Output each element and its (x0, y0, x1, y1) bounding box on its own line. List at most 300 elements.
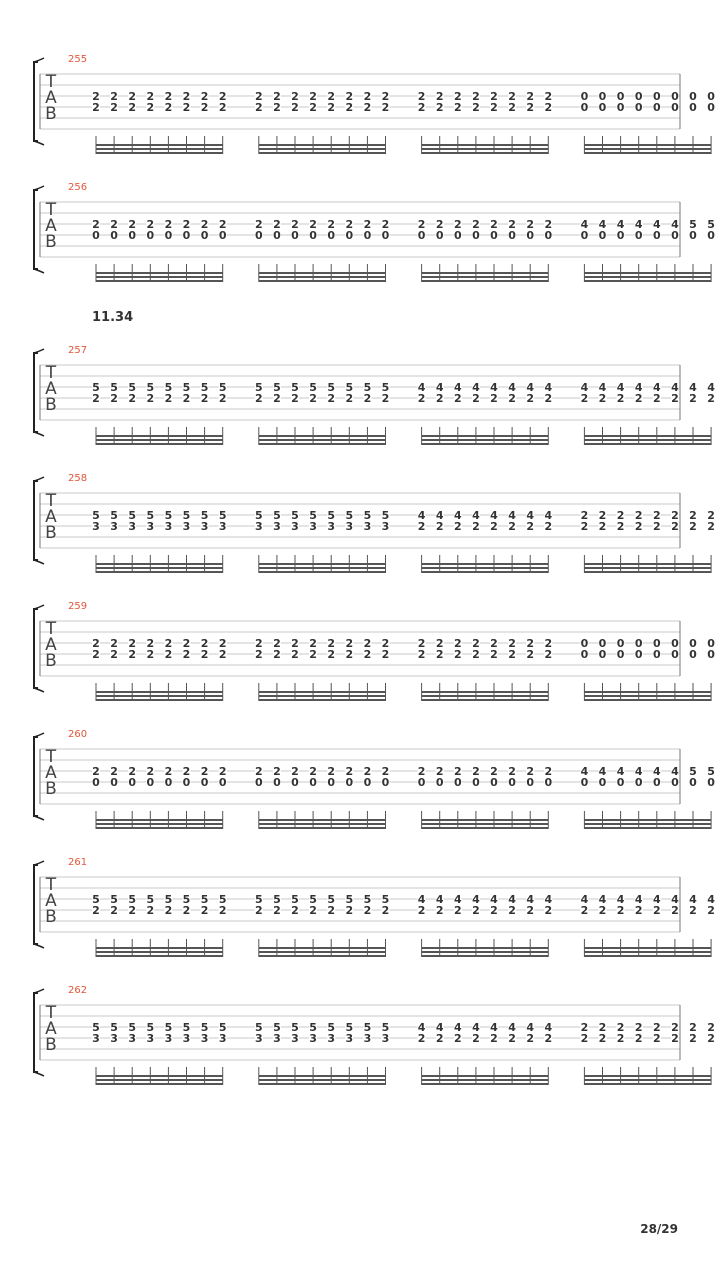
fret-number: 2 (92, 90, 100, 103)
fret-number: 2 (544, 765, 553, 778)
fret-number: 5 (110, 509, 118, 522)
fret-number: 5 (92, 1021, 100, 1034)
fret-number: 2 (291, 101, 299, 114)
beam (96, 152, 223, 154)
fret-number: 5 (92, 381, 100, 394)
fret-number: 2 (110, 648, 118, 661)
fret-number: 2 (164, 648, 173, 661)
fret-number: 0 (689, 648, 697, 661)
fret-number: 2 (598, 1032, 607, 1045)
fret-number: 2 (200, 637, 209, 650)
beam (584, 144, 711, 146)
system-bracket (34, 609, 38, 688)
bracket-hook-top (34, 989, 44, 993)
fret-number: 4 (490, 1021, 498, 1034)
beam (584, 443, 711, 445)
fret-number: 2 (472, 648, 480, 661)
fret-number: 5 (182, 1021, 191, 1034)
bracket-hook-bottom (34, 1072, 44, 1076)
fret-number: 4 (616, 381, 625, 394)
fret-number: 2 (580, 392, 589, 405)
fret-number: 2 (417, 904, 426, 917)
fret-number: 2 (291, 637, 299, 650)
fret-number: 0 (417, 229, 426, 242)
fret-number: 0 (490, 229, 498, 242)
fret-number: 2 (182, 218, 191, 231)
fret-number: 4 (634, 218, 643, 231)
beam (96, 947, 223, 949)
fret-number: 2 (128, 904, 137, 917)
fret-number: 0 (128, 229, 137, 242)
beam (584, 951, 711, 953)
fret-number: 2 (634, 392, 643, 405)
beam (96, 563, 223, 565)
fret-number: 0 (435, 776, 444, 789)
fret-number: 2 (309, 218, 317, 231)
fret-number: 0 (671, 776, 679, 789)
fret-number: 4 (598, 218, 607, 231)
fret-number: 0 (200, 776, 209, 789)
fret-number: 2 (110, 218, 118, 231)
fret-number: 0 (363, 776, 372, 789)
fret-number: 2 (164, 904, 173, 917)
fret-number: 2 (616, 392, 625, 405)
fret-number: 5 (128, 1021, 137, 1034)
fret-number: 2 (92, 392, 100, 405)
fret-number: 0 (652, 90, 661, 103)
fret-number: 2 (309, 101, 317, 114)
fret-number: 4 (707, 381, 715, 394)
fret-number: 2 (472, 637, 480, 650)
fret-number: 2 (453, 637, 462, 650)
fret-number: 2 (164, 101, 173, 114)
fret-number: 0 (707, 90, 715, 103)
beam (96, 276, 223, 278)
fret-number: 2 (544, 520, 553, 533)
beam (259, 152, 386, 154)
tab-clef-letter: A (45, 379, 57, 399)
beam (422, 1083, 549, 1085)
tab-clef-letter: T (45, 1003, 57, 1023)
fret-number: 5 (218, 381, 227, 394)
fret-number: 2 (273, 218, 281, 231)
beam (259, 571, 386, 573)
beam (96, 148, 223, 150)
fret-number: 4 (580, 765, 589, 778)
beam (422, 152, 549, 154)
fret-number: 2 (526, 90, 535, 103)
fret-number: 2 (146, 218, 155, 231)
tab-clef-letter: B (45, 104, 57, 124)
section-marker: 11.34 (92, 310, 134, 325)
fret-number: 2 (453, 1032, 462, 1045)
fret-number: 2 (490, 765, 498, 778)
fret-number: 2 (671, 509, 679, 522)
measure-number: 261 (68, 857, 88, 868)
fret-number: 2 (544, 1032, 553, 1045)
fret-number: 2 (381, 648, 390, 661)
tab-clef-letter: A (45, 507, 57, 527)
fret-number: 4 (417, 1021, 426, 1034)
fret-number: 5 (146, 1021, 155, 1034)
beam (259, 955, 386, 957)
fret-number: 5 (345, 893, 354, 906)
fret-number: 2 (309, 904, 317, 917)
fret-number: 4 (634, 381, 643, 394)
fret-number: 5 (200, 1021, 209, 1034)
fret-number: 2 (92, 648, 100, 661)
fret-number: 2 (200, 765, 209, 778)
fret-number: 4 (544, 509, 553, 522)
system-bracket (34, 62, 38, 141)
beam (584, 699, 711, 701)
fret-number: 4 (616, 893, 625, 906)
fret-number: 4 (634, 893, 643, 906)
fret-number: 2 (417, 101, 426, 114)
system-bracket (34, 993, 38, 1072)
fret-number: 4 (508, 893, 516, 906)
tab-system (34, 345, 715, 445)
fret-number: 2 (128, 765, 137, 778)
fret-number: 4 (634, 765, 643, 778)
beam (96, 1083, 223, 1085)
fret-number: 2 (381, 218, 390, 231)
fret-number: 0 (671, 229, 679, 242)
fret-number: 2 (146, 904, 155, 917)
fret-number: 5 (146, 381, 155, 394)
fret-number: 2 (526, 101, 535, 114)
fret-number: 5 (164, 509, 173, 522)
beam (96, 443, 223, 445)
fret-number: 3 (128, 1032, 137, 1045)
fret-number: 3 (92, 520, 100, 533)
fret-number: 2 (363, 765, 372, 778)
fret-number: 5 (128, 509, 137, 522)
fret-number: 5 (200, 893, 209, 906)
beam (584, 563, 711, 565)
beam (422, 276, 549, 278)
fret-number: 0 (652, 229, 661, 242)
fret-number: 2 (652, 392, 661, 405)
fret-number: 2 (146, 765, 155, 778)
fret-number: 0 (273, 229, 281, 242)
fret-number: 5 (200, 381, 209, 394)
fret-number: 5 (707, 765, 715, 778)
fret-number: 0 (435, 229, 444, 242)
fret-number: 2 (580, 1021, 589, 1034)
fret-number: 0 (652, 637, 661, 650)
fret-number: 0 (472, 229, 480, 242)
tab-clef-letter: B (45, 779, 57, 799)
fret-number: 4 (435, 381, 444, 394)
fret-number: 5 (182, 381, 191, 394)
fret-number: 2 (417, 90, 426, 103)
fret-number: 3 (146, 1032, 155, 1045)
fret-number: 2 (291, 392, 299, 405)
fret-number: 2 (472, 218, 480, 231)
fret-number: 2 (544, 218, 553, 231)
fret-number: 5 (92, 509, 100, 522)
fret-number: 2 (435, 90, 444, 103)
beam (259, 280, 386, 282)
fret-number: 5 (273, 509, 281, 522)
beam (96, 435, 223, 437)
fret-number: 2 (327, 218, 336, 231)
beam (96, 955, 223, 957)
fret-number: 2 (472, 765, 480, 778)
fret-number: 0 (580, 229, 589, 242)
fret-number: 0 (580, 648, 589, 661)
fret-number: 2 (544, 392, 553, 405)
fret-number: 5 (254, 893, 263, 906)
fret-number: 0 (616, 637, 625, 650)
beam (259, 144, 386, 146)
fret-number: 5 (218, 893, 227, 906)
fret-number: 2 (453, 904, 462, 917)
fret-number: 5 (164, 1021, 173, 1034)
fret-number: 5 (345, 1021, 354, 1034)
system-bracket (34, 481, 38, 560)
bracket-hook-top (34, 349, 44, 353)
fret-number: 2 (110, 90, 118, 103)
beam (259, 439, 386, 441)
fret-number: 0 (707, 101, 715, 114)
fret-number: 0 (453, 776, 462, 789)
fret-number: 3 (164, 1032, 173, 1045)
fret-number: 2 (598, 520, 607, 533)
beam (584, 695, 711, 697)
fret-number: 2 (671, 1032, 679, 1045)
beam (584, 439, 711, 441)
fret-number: 2 (544, 648, 553, 661)
fret-number: 5 (309, 381, 317, 394)
fret-number: 0 (689, 776, 697, 789)
fret-number: 3 (182, 520, 191, 533)
fret-number: 0 (671, 101, 679, 114)
fret-number: 5 (128, 893, 137, 906)
beam (422, 947, 549, 949)
beam (259, 691, 386, 693)
fret-number: 2 (435, 648, 444, 661)
beam (422, 443, 549, 445)
fret-number: 0 (417, 776, 426, 789)
fret-number: 0 (327, 776, 336, 789)
fret-number: 2 (689, 904, 697, 917)
beam (422, 823, 549, 825)
fret-number: 0 (508, 229, 516, 242)
beam (584, 955, 711, 957)
fret-number: 2 (164, 90, 173, 103)
fret-number: 2 (291, 90, 299, 103)
fret-number: 4 (598, 381, 607, 394)
fret-number: 2 (634, 509, 643, 522)
bracket-hook-bottom (34, 141, 44, 145)
fret-number: 2 (526, 648, 535, 661)
fret-number: 5 (182, 893, 191, 906)
fret-number: 4 (652, 218, 661, 231)
fret-number: 2 (707, 1032, 715, 1045)
fret-number: 0 (544, 776, 553, 789)
fret-number: 2 (345, 101, 354, 114)
fret-number: 2 (472, 90, 480, 103)
beam (96, 1075, 223, 1077)
fret-number: 2 (526, 1032, 535, 1045)
fret-number: 4 (417, 381, 426, 394)
fret-number: 5 (182, 509, 191, 522)
fret-number: 0 (182, 776, 191, 789)
tab-clef-letter: A (45, 891, 57, 911)
fret-number: 5 (345, 381, 354, 394)
fret-number: 3 (92, 1032, 100, 1045)
system-bracket (34, 865, 38, 944)
beam (96, 280, 223, 282)
fret-number: 2 (164, 637, 173, 650)
fret-number: 5 (146, 893, 155, 906)
fret-number: 2 (254, 904, 263, 917)
beam (422, 699, 549, 701)
fret-number: 0 (218, 229, 227, 242)
tab-clef-letter: B (45, 907, 57, 927)
fret-number: 2 (291, 648, 299, 661)
fret-number: 5 (146, 509, 155, 522)
fret-number: 3 (345, 1032, 354, 1045)
fret-number: 5 (309, 509, 317, 522)
fret-number: 3 (254, 520, 263, 533)
fret-number: 2 (508, 637, 516, 650)
fret-number: 4 (472, 893, 480, 906)
fret-number: 4 (707, 893, 715, 906)
fret-number: 0 (363, 229, 372, 242)
fret-number: 0 (218, 776, 227, 789)
beam (584, 272, 711, 274)
fret-number: 2 (707, 392, 715, 405)
measure-number: 256 (68, 182, 88, 193)
fret-number: 4 (544, 893, 553, 906)
fret-number: 0 (508, 776, 516, 789)
fret-number: 2 (490, 90, 498, 103)
fret-number: 3 (128, 520, 137, 533)
beam (259, 443, 386, 445)
fret-number: 0 (164, 229, 173, 242)
tab-clef-letter: T (45, 72, 57, 92)
fret-number: 2 (671, 904, 679, 917)
fret-number: 2 (182, 648, 191, 661)
tab-system (34, 985, 715, 1085)
fret-number: 4 (526, 893, 535, 906)
beam (259, 695, 386, 697)
fret-number: 0 (526, 229, 535, 242)
fret-number: 2 (309, 90, 317, 103)
fret-number: 2 (381, 392, 390, 405)
fret-number: 2 (146, 101, 155, 114)
fret-number: 2 (544, 90, 553, 103)
fret-number: 2 (417, 392, 426, 405)
beam (259, 823, 386, 825)
fret-number: 2 (508, 90, 516, 103)
fret-number: 2 (200, 648, 209, 661)
bracket-hook-bottom (34, 944, 44, 948)
beam (422, 439, 549, 441)
fret-number: 2 (634, 904, 643, 917)
fret-number: 0 (598, 776, 607, 789)
fret-number: 5 (273, 1021, 281, 1034)
tab-clef-letter: A (45, 763, 57, 783)
fret-number: 4 (453, 381, 462, 394)
fret-number: 2 (417, 648, 426, 661)
fret-number: 2 (254, 765, 263, 778)
fret-number: 0 (634, 776, 643, 789)
fret-number: 2 (218, 765, 227, 778)
fret-number: 2 (490, 904, 498, 917)
fret-number: 4 (508, 509, 516, 522)
fret-number: 2 (689, 1032, 697, 1045)
fret-number: 2 (598, 904, 607, 917)
fret-number: 4 (453, 1021, 462, 1034)
fret-number: 2 (345, 392, 354, 405)
measure-number: 258 (68, 473, 88, 484)
fret-number: 2 (598, 509, 607, 522)
fret-number: 3 (254, 1032, 263, 1045)
fret-number: 2 (327, 648, 336, 661)
fret-number: 5 (363, 381, 372, 394)
fret-number: 2 (273, 101, 281, 114)
fret-number: 0 (652, 776, 661, 789)
fret-number: 2 (291, 218, 299, 231)
fret-number: 2 (490, 648, 498, 661)
fret-number: 2 (92, 637, 100, 650)
fret-number: 3 (110, 1032, 118, 1045)
measure-number: 260 (68, 729, 88, 740)
fret-number: 0 (92, 776, 100, 789)
fret-number: 0 (490, 776, 498, 789)
fret-number: 4 (526, 381, 535, 394)
fret-number: 2 (508, 904, 516, 917)
fret-number: 5 (707, 218, 715, 231)
fret-number: 5 (689, 218, 697, 231)
measure-number: 255 (68, 54, 88, 65)
fret-number: 2 (200, 90, 209, 103)
fret-number: 0 (634, 637, 643, 650)
fret-number: 2 (580, 520, 589, 533)
fret-number: 2 (182, 765, 191, 778)
fret-number: 0 (671, 648, 679, 661)
fret-number: 2 (453, 101, 462, 114)
fret-number: 2 (345, 90, 354, 103)
tab-clef-letter: T (45, 747, 57, 767)
tab-clef-letter: T (45, 875, 57, 895)
fret-number: 2 (544, 904, 553, 917)
fret-number: 2 (273, 90, 281, 103)
fret-number: 2 (453, 90, 462, 103)
fret-number: 2 (707, 509, 715, 522)
fret-number: 2 (526, 218, 535, 231)
fret-number: 2 (417, 637, 426, 650)
fret-number: 2 (128, 637, 137, 650)
fret-number: 5 (200, 509, 209, 522)
fret-number: 2 (182, 101, 191, 114)
fret-number: 4 (580, 218, 589, 231)
fret-number: 0 (381, 776, 390, 789)
fret-number: 2 (453, 218, 462, 231)
fret-number: 5 (381, 893, 390, 906)
fret-number: 2 (580, 509, 589, 522)
fret-number: 0 (254, 229, 263, 242)
beam (584, 1075, 711, 1077)
fret-number: 5 (254, 381, 263, 394)
fret-number: 4 (544, 381, 553, 394)
fret-number: 0 (110, 776, 118, 789)
fret-number: 2 (381, 101, 390, 114)
